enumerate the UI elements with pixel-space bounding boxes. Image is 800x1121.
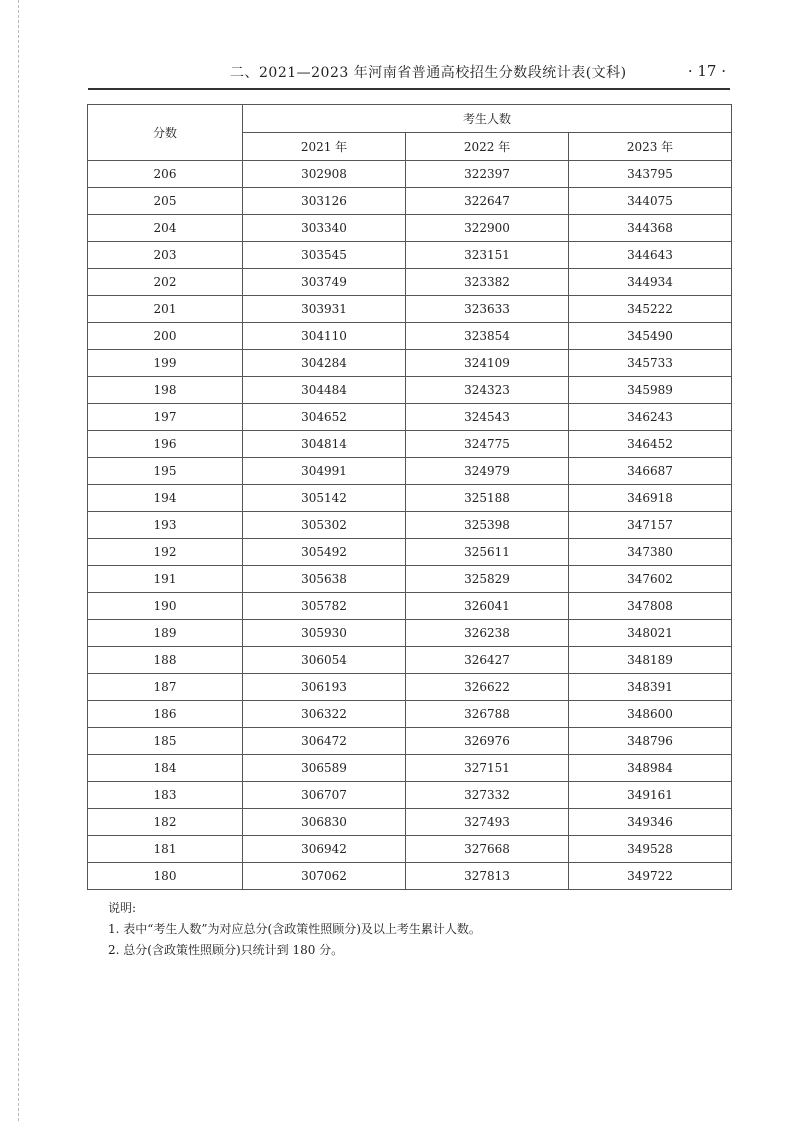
count-2022-cell: 322647 — [406, 188, 569, 215]
note-item-1: 1. 表中“考生人数”为对应总分(含政策性照顾分)及以上考生累计人数。 — [108, 922, 481, 936]
count-2023-cell: 347380 — [569, 539, 732, 566]
count-2021-cell: 304652 — [243, 404, 406, 431]
count-2023-cell: 348796 — [569, 728, 732, 755]
count-2023-cell: 344368 — [569, 215, 732, 242]
score-cell: 189 — [88, 620, 243, 647]
score-cell: 196 — [88, 431, 243, 458]
score-cell: 180 — [88, 863, 243, 890]
count-2023-cell: 348984 — [569, 755, 732, 782]
count-2023-cell: 343795 — [569, 161, 732, 188]
count-2022-cell: 325829 — [406, 566, 569, 593]
count-2022-cell: 326788 — [406, 701, 569, 728]
score-cell: 203 — [88, 242, 243, 269]
table-row — [88, 782, 732, 809]
count-2023-cell: 348600 — [569, 701, 732, 728]
count-2021-cell: 303126 — [243, 188, 406, 215]
count-2021-cell: 303340 — [243, 215, 406, 242]
score-cell: 187 — [88, 674, 243, 701]
count-2021-cell: 306054 — [243, 647, 406, 674]
table-row — [88, 512, 732, 539]
table-row — [88, 836, 732, 863]
score-distribution-table — [87, 104, 732, 890]
count-2023-cell: 346918 — [569, 485, 732, 512]
count-2022-cell: 327151 — [406, 755, 569, 782]
count-2022-cell: 325611 — [406, 539, 569, 566]
table-row — [88, 593, 732, 620]
count-2021-cell: 305930 — [243, 620, 406, 647]
table-row — [88, 566, 732, 593]
score-cell: 185 — [88, 728, 243, 755]
table-row — [88, 296, 732, 323]
table-row — [88, 323, 732, 350]
score-cell: 190 — [88, 593, 243, 620]
score-cell: 204 — [88, 215, 243, 242]
candidates-group-header: 考生人数 — [243, 105, 732, 133]
count-2021-cell: 306707 — [243, 782, 406, 809]
count-2021-cell: 305302 — [243, 512, 406, 539]
table-row — [88, 242, 732, 269]
count-2023-cell: 347808 — [569, 593, 732, 620]
count-2022-cell: 325188 — [406, 485, 569, 512]
page-number: · 17 · — [687, 62, 726, 80]
score-cell: 198 — [88, 377, 243, 404]
year-2022-header: 2022 年 — [406, 133, 569, 161]
count-2022-cell: 326041 — [406, 593, 569, 620]
count-2023-cell: 349161 — [569, 782, 732, 809]
table-row — [88, 350, 732, 377]
count-2023-cell: 345490 — [569, 323, 732, 350]
table-row — [88, 215, 732, 242]
table-row — [88, 809, 732, 836]
count-2021-cell: 306472 — [243, 728, 406, 755]
count-2022-cell: 326622 — [406, 674, 569, 701]
table-row — [88, 674, 732, 701]
count-2022-cell: 327813 — [406, 863, 569, 890]
count-2022-cell: 327332 — [406, 782, 569, 809]
page-title: 二、2021—2023 年河南省普通高校招生分数段统计表(文科) — [230, 65, 627, 81]
count-2023-cell: 347157 — [569, 512, 732, 539]
score-column-header: 分数 — [88, 105, 243, 161]
table-row — [88, 431, 732, 458]
count-2022-cell: 326976 — [406, 728, 569, 755]
count-2022-cell: 323633 — [406, 296, 569, 323]
score-cell: 201 — [88, 296, 243, 323]
table-row — [88, 647, 732, 674]
table-row — [88, 269, 732, 296]
count-2021-cell: 306589 — [243, 755, 406, 782]
count-2021-cell: 304110 — [243, 323, 406, 350]
notes-section — [108, 898, 481, 961]
count-2021-cell: 304484 — [243, 377, 406, 404]
score-cell: 205 — [88, 188, 243, 215]
score-cell: 194 — [88, 485, 243, 512]
table-row — [88, 404, 732, 431]
count-2022-cell: 324979 — [406, 458, 569, 485]
score-cell: 182 — [88, 809, 243, 836]
count-2023-cell: 348189 — [569, 647, 732, 674]
table-row — [88, 377, 732, 404]
count-2021-cell: 303545 — [243, 242, 406, 269]
table-row — [88, 485, 732, 512]
count-2021-cell: 306193 — [243, 674, 406, 701]
count-2023-cell: 346687 — [569, 458, 732, 485]
score-cell: 197 — [88, 404, 243, 431]
count-2023-cell: 349346 — [569, 809, 732, 836]
score-cell: 195 — [88, 458, 243, 485]
score-cell: 193 — [88, 512, 243, 539]
header-rule — [88, 88, 730, 90]
count-2023-cell: 346243 — [569, 404, 732, 431]
page-header — [88, 58, 730, 84]
count-2021-cell: 306830 — [243, 809, 406, 836]
count-2022-cell: 323854 — [406, 323, 569, 350]
count-2022-cell: 322397 — [406, 161, 569, 188]
year-2021-header: 2021 年 — [243, 133, 406, 161]
table-row — [88, 728, 732, 755]
table-row — [88, 863, 732, 890]
count-2022-cell: 322900 — [406, 215, 569, 242]
table-row — [88, 188, 732, 215]
count-2022-cell: 324323 — [406, 377, 569, 404]
count-2023-cell: 345733 — [569, 350, 732, 377]
count-2021-cell: 302908 — [243, 161, 406, 188]
table-header-row — [88, 105, 732, 133]
count-2021-cell: 304991 — [243, 458, 406, 485]
count-2023-cell: 349722 — [569, 863, 732, 890]
score-cell: 188 — [88, 647, 243, 674]
score-cell: 181 — [88, 836, 243, 863]
count-2022-cell: 324543 — [406, 404, 569, 431]
count-2021-cell: 303931 — [243, 296, 406, 323]
table-row — [88, 620, 732, 647]
count-2021-cell: 306942 — [243, 836, 406, 863]
count-2023-cell: 344934 — [569, 269, 732, 296]
count-2023-cell: 346452 — [569, 431, 732, 458]
count-2022-cell: 325398 — [406, 512, 569, 539]
count-2022-cell: 323151 — [406, 242, 569, 269]
count-2021-cell: 307062 — [243, 863, 406, 890]
count-2021-cell: 304284 — [243, 350, 406, 377]
count-2021-cell: 306322 — [243, 701, 406, 728]
score-cell: 192 — [88, 539, 243, 566]
count-2023-cell: 348021 — [569, 620, 732, 647]
count-2022-cell: 327493 — [406, 809, 569, 836]
score-cell: 191 — [88, 566, 243, 593]
count-2022-cell: 326427 — [406, 647, 569, 674]
score-cell: 183 — [88, 782, 243, 809]
count-2023-cell: 344643 — [569, 242, 732, 269]
table-row — [88, 539, 732, 566]
table-head — [88, 105, 732, 161]
count-2021-cell: 305492 — [243, 539, 406, 566]
count-2022-cell: 323382 — [406, 269, 569, 296]
count-2022-cell: 324775 — [406, 431, 569, 458]
score-cell: 200 — [88, 323, 243, 350]
count-2022-cell: 327668 — [406, 836, 569, 863]
score-cell: 202 — [88, 269, 243, 296]
table-body — [88, 161, 732, 890]
binding-edge-line — [18, 0, 19, 1121]
count-2023-cell: 345989 — [569, 377, 732, 404]
score-cell: 206 — [88, 161, 243, 188]
count-2023-cell: 349528 — [569, 836, 732, 863]
count-2021-cell: 305638 — [243, 566, 406, 593]
count-2021-cell: 305782 — [243, 593, 406, 620]
year-2023-header: 2023 年 — [569, 133, 732, 161]
count-2023-cell: 345222 — [569, 296, 732, 323]
table-row — [88, 755, 732, 782]
count-2023-cell: 347602 — [569, 566, 732, 593]
count-2023-cell: 348391 — [569, 674, 732, 701]
score-cell: 186 — [88, 701, 243, 728]
count-2022-cell: 326238 — [406, 620, 569, 647]
count-2021-cell: 305142 — [243, 485, 406, 512]
note-item-2: 2. 总分(含政策性照顾分)只统计到 180 分。 — [108, 943, 344, 957]
count-2023-cell: 344075 — [569, 188, 732, 215]
count-2021-cell: 304814 — [243, 431, 406, 458]
table-row — [88, 458, 732, 485]
table-row — [88, 701, 732, 728]
score-cell: 199 — [88, 350, 243, 377]
count-2021-cell: 303749 — [243, 269, 406, 296]
count-2022-cell: 324109 — [406, 350, 569, 377]
score-cell: 184 — [88, 755, 243, 782]
notes-heading: 说明: — [108, 901, 137, 915]
table-row — [88, 161, 732, 188]
